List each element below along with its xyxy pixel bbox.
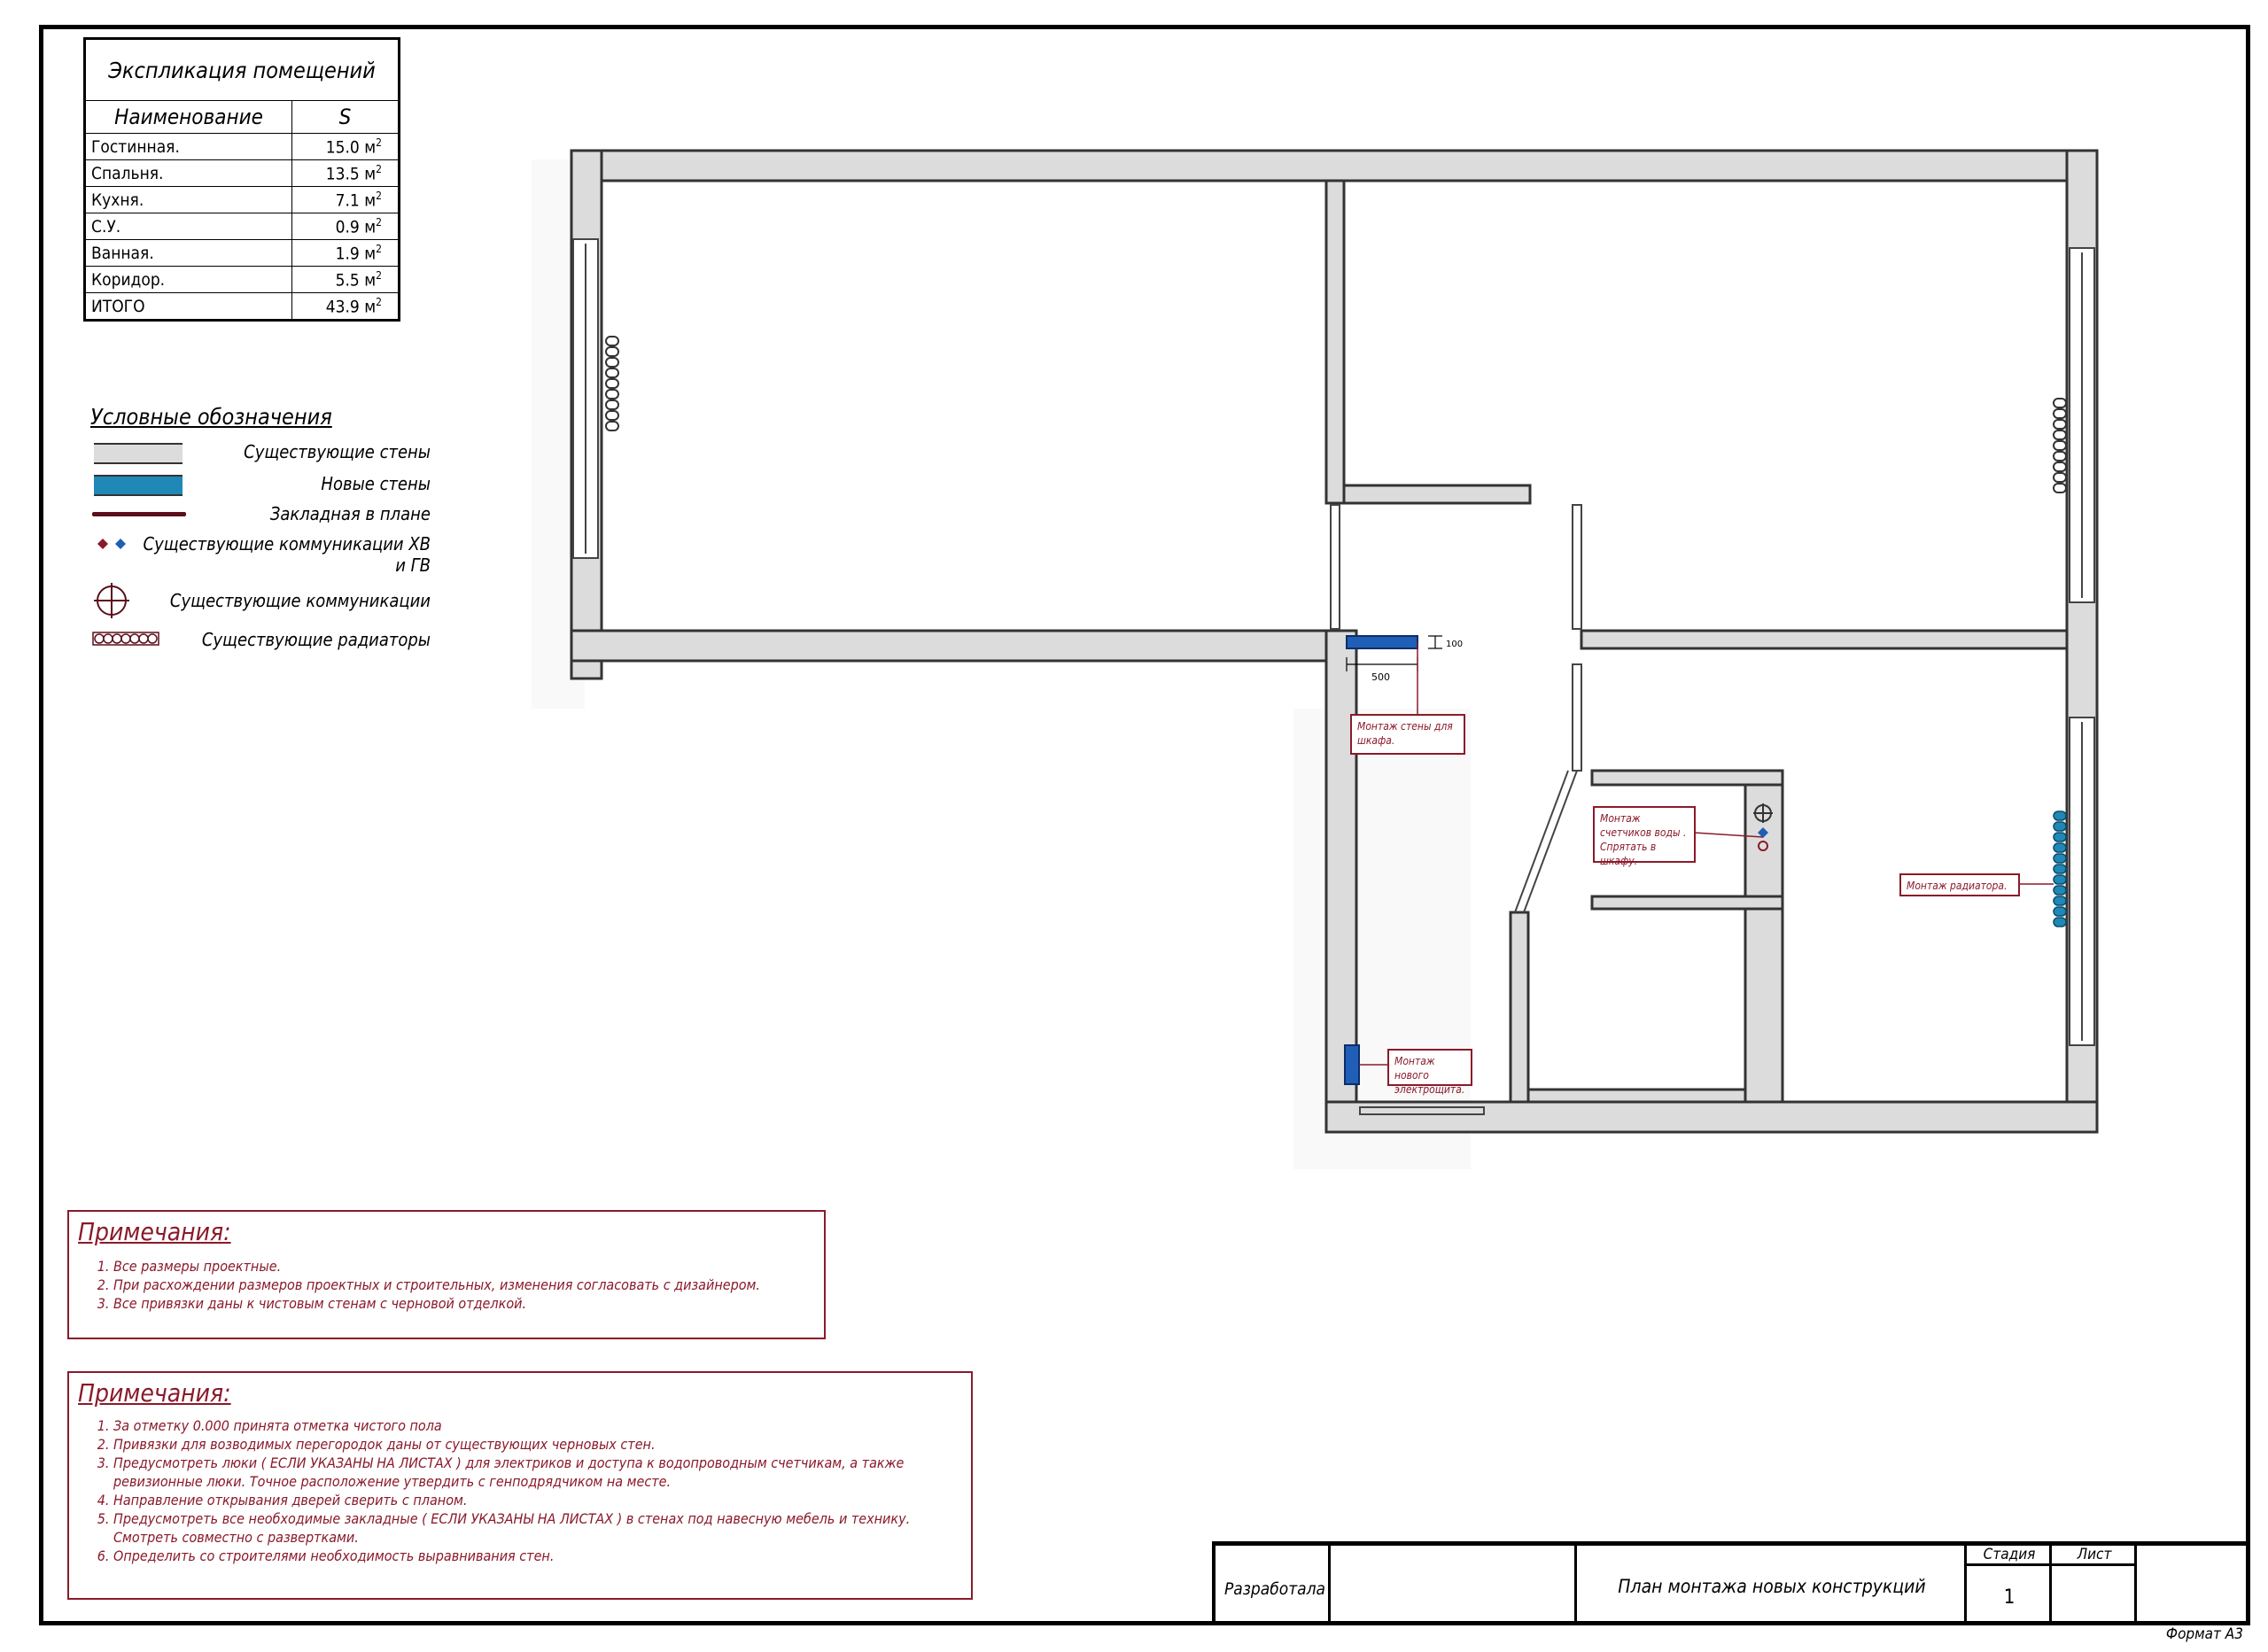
- list-item: 3. Предусмотреть люки ( ЕСЛИ УКАЗАНЫ НА ЛИСТАХ ) для электриков и доступа к водопроводным счетчикам, а также ревизионные люки. Точное расположение утвердить с генподрядчиком на месте.: [113, 1454, 962, 1491]
- new-radiator: [2054, 811, 2066, 927]
- col-area-header: S: [292, 101, 400, 134]
- legend-water-pipes-icon: [94, 535, 129, 553]
- notes-2-title: Примечания:: [78, 1378, 231, 1408]
- table-row-total: ИТОГО 43.9 $м^2$: [85, 293, 400, 321]
- notes-block-2: [67, 1371, 973, 1600]
- dim-width-label: 500: [1371, 671, 1390, 683]
- legend-existing-walls: Существующие стены: [244, 441, 431, 462]
- legend-radiators: Существующие радиаторы: [201, 629, 431, 650]
- explication-title: Экспликация помещений: [85, 39, 400, 101]
- notes-2-list: [78, 1416, 962, 1565]
- electric-panel: [1345, 1045, 1359, 1084]
- table-row: Кухня. 7.1 $м^2$: [85, 187, 400, 213]
- list-item: 1. За отметку 0.000 принята отметка чистого пола: [113, 1416, 962, 1435]
- list-item: 1. Все размеры проектные.: [113, 1257, 815, 1276]
- notes-1-title: Примечания:: [78, 1217, 231, 1246]
- list-item: 6. Определить со строителями необходимость выравнивания стен.: [113, 1547, 962, 1565]
- legend-water-pipes: Существующие коммуникации ХВ и ГВ: [143, 533, 431, 576]
- table-row: С.У. 0.9 $м^2$: [85, 213, 400, 240]
- stage-label: Стадия: [1983, 1546, 2036, 1563]
- list-item: 4. Направление открывания дверей сверить с планом.: [113, 1491, 962, 1509]
- table-row: Коридор. 5.5 $м^2$: [85, 267, 400, 293]
- list-item: 5. Предусмотреть все необходимые закладные ( ЕСЛИ УКАЗАНЫ НА ЛИСТАХ ) в стенах под навесную мебель и технику. Смотреть совместно с развертками.: [113, 1509, 962, 1547]
- dim-height-label: 100: [1446, 640, 1464, 649]
- sheet-label: Лист: [2077, 1546, 2112, 1563]
- legend-title: Условные обозначения: [90, 404, 332, 430]
- sheet-title: План монтажа новых конструкций: [1618, 1576, 1926, 1597]
- legend-embed: Закладная в плане: [269, 503, 431, 524]
- new-wall-wardrobe: [1347, 636, 1418, 648]
- table-row: Спальня. 13.5 $м^2$: [85, 160, 400, 187]
- list-item: 2. При расхождении размеров проектных и строительных, изменения согласовать с дизайнером.: [113, 1276, 815, 1294]
- table-row: Ванная. 1.9 $м^2$: [85, 240, 400, 267]
- callout-electric-panel: Монтаж нового электрощита.: [1387, 1049, 1472, 1086]
- format-label: Формат А3: [2165, 1625, 2243, 1643]
- list-item: 3. Все привязки даны к чистовым стенам с черновой отделкой.: [113, 1294, 815, 1313]
- stage-value: 1: [2003, 1586, 2016, 1609]
- callout-radiator: Монтаж радиатора.: [1899, 873, 2020, 896]
- explication-table: [83, 37, 400, 322]
- existing-walls: [571, 151, 2097, 1132]
- left-window: [573, 239, 598, 558]
- callout-water-meters: Монтаж счетчиков воды . Спрятать в шкафу.: [1593, 806, 1696, 863]
- floor-plan: [514, 133, 2135, 1178]
- list-item: 2. Привязки для возводимых перегородок даны от существующих черновых стен.: [113, 1435, 962, 1454]
- callout-wardrobe-wall: Монтаж стены для шкафа.: [1350, 714, 1465, 755]
- legend-new-walls: Новые стены: [321, 473, 431, 494]
- legend-comms: Существующие коммуникации: [169, 590, 431, 611]
- title-block: [1212, 1541, 2250, 1625]
- developer-label: Разработала: [1224, 1579, 1326, 1599]
- notes-1-list: [78, 1257, 815, 1313]
- legend-comms-icon: [92, 581, 131, 620]
- table-row: Гостинная. 15.0 $м^2$: [85, 134, 400, 160]
- col-name-header: Наименование: [85, 101, 292, 134]
- notes-block-1: [67, 1210, 826, 1339]
